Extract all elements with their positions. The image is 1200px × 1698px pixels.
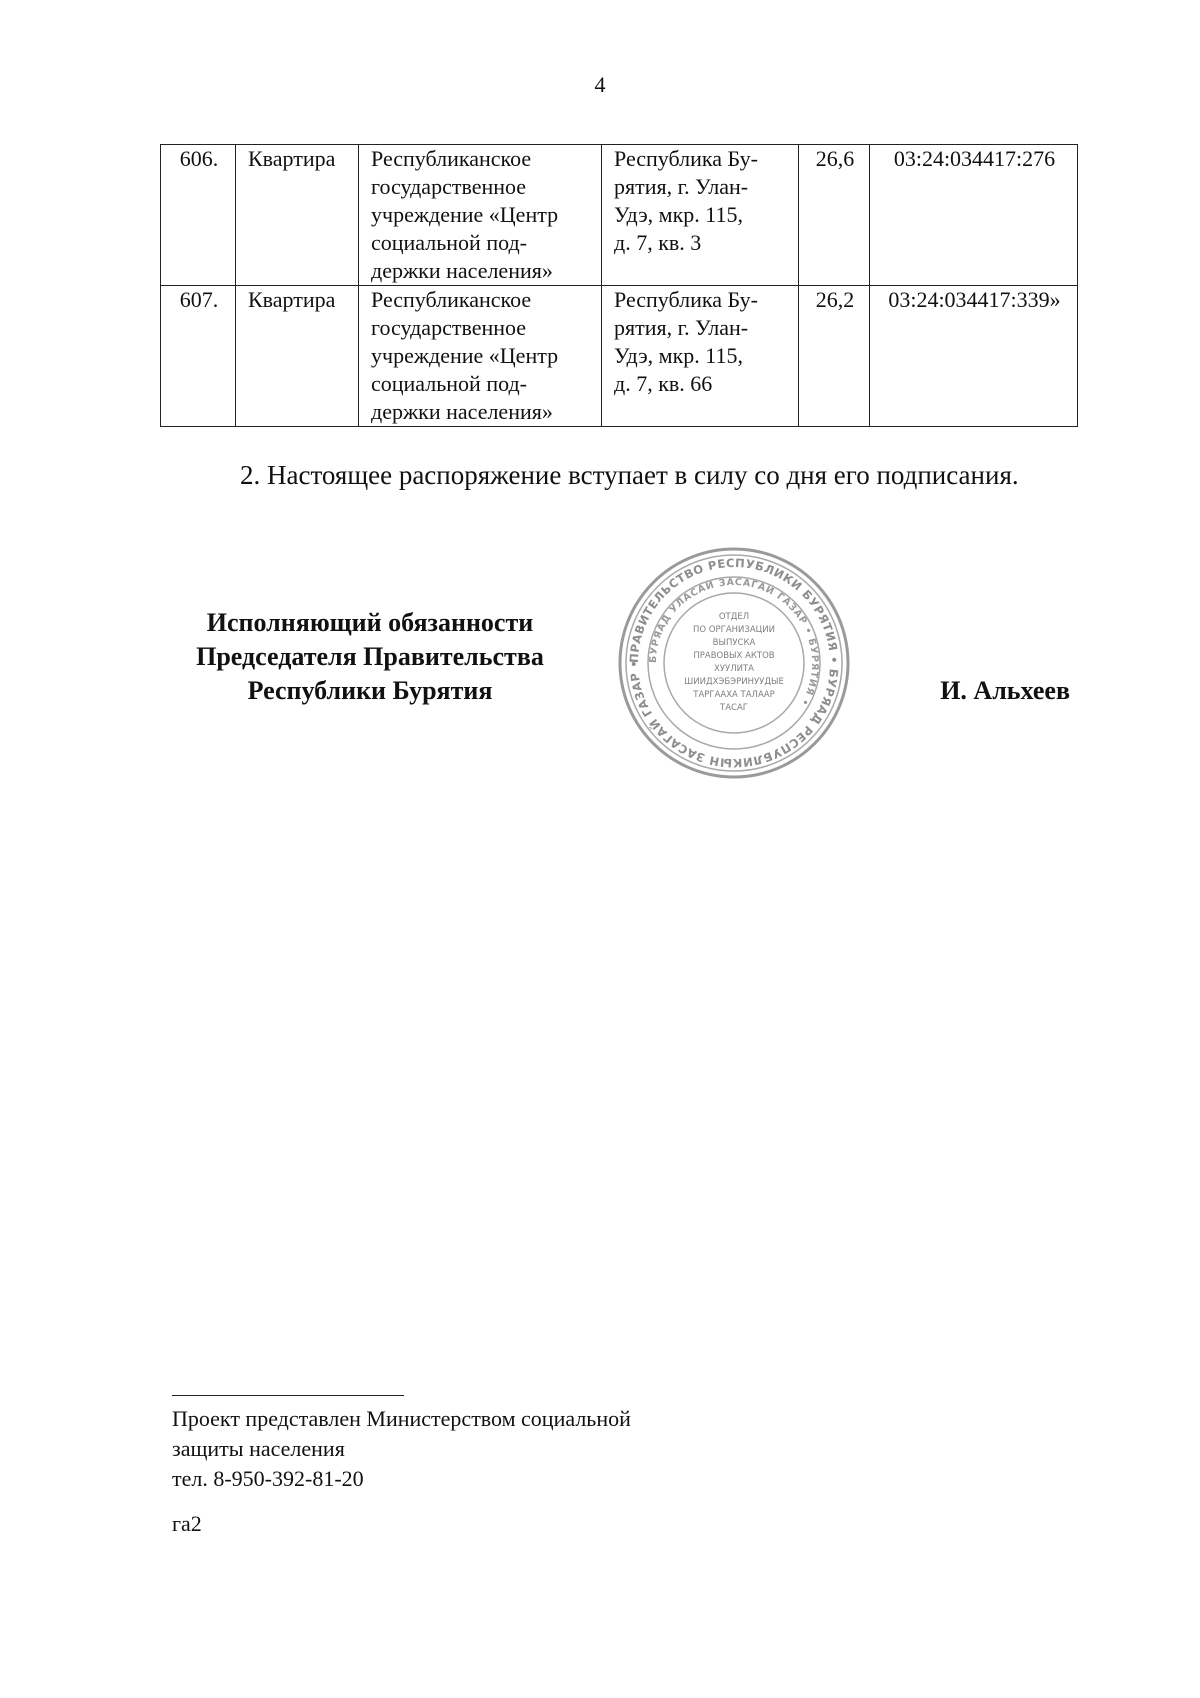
table-row <box>161 145 1078 286</box>
cadastral-number: 03:24:034417:276 <box>870 145 1078 286</box>
signer-title-line: Исполняющий обязанности <box>206 608 534 637</box>
address-line: рятия, г. Улан- <box>614 174 749 199</box>
footnote <box>172 1404 631 1494</box>
address-line: д. 7, кв. 66 <box>614 371 713 396</box>
property-area: 26,2 <box>799 286 870 427</box>
seal-inner-ring-text: БУРЯАД УЛАСАЙ ЗАСАГАЙ ГАЗАР • БУРЯТИЯ • <box>647 576 821 708</box>
address-line: Республика Бу- <box>614 287 758 312</box>
signer-title-line: Республики Бурятия <box>247 676 493 705</box>
row-number: 607. <box>161 286 236 427</box>
cadastral-number: 03:24:034417:339» <box>870 286 1078 427</box>
row-number: 606. <box>161 145 236 286</box>
address-line: Удэ, мкр. 115, <box>614 202 743 227</box>
rights-holder-line: Республиканское <box>371 146 532 171</box>
rights-holder-line: социальной под- <box>371 230 527 255</box>
official-seal <box>616 545 852 781</box>
property-address <box>602 145 799 286</box>
rights-holder-line: держки населения» <box>371 258 553 283</box>
rights-holder-line: государственное <box>371 174 527 199</box>
property-table <box>160 144 1078 427</box>
seal-center-line: ОТДЕЛ <box>718 612 750 622</box>
property-type: Квартира <box>236 145 359 286</box>
rights-holder <box>359 145 602 286</box>
footnote-line: тел. 8-950-392-81-20 <box>172 1466 364 1491</box>
property-area: 26,6 <box>799 145 870 286</box>
seal-center-line: ПРАВОВЫХ АКТОВ <box>693 651 775 661</box>
signer-title <box>160 606 580 708</box>
address-line: д. 7, кв. 3 <box>614 230 702 255</box>
footnote-line: Проект представлен Министерством социальной <box>172 1406 631 1431</box>
rights-holder-line: держки населения» <box>371 399 553 424</box>
seal-center-line: ПО ОРГАНИЗАЦИИ <box>693 625 775 635</box>
rights-holder <box>359 286 602 427</box>
rights-holder-line: социальной под- <box>371 371 527 396</box>
signer-title-line: Председателя Правительства <box>196 642 544 671</box>
rights-holder-line: Республиканское <box>371 287 532 312</box>
signer-name: И. Альхеев <box>940 676 1070 705</box>
address-line: рятия, г. Улан- <box>614 315 749 340</box>
seal-center-line: ХУУЛИТА <box>714 664 754 674</box>
effective-date-clause: 2. Настоящее распоряжение вступает в силу со дня его подписания. <box>240 460 1019 490</box>
page-number: 4 <box>594 72 606 97</box>
footnote-line: защиты населения <box>172 1436 345 1461</box>
footnote-divider <box>172 1395 404 1396</box>
seal-center-line: ТАСАГ <box>720 703 748 713</box>
rights-holder-line: учреждение «Центр <box>371 202 559 227</box>
property-type: Квартира <box>236 286 359 427</box>
seal-center-line: ШИИДХЭБЭРИНУУДЫЕ <box>684 677 784 687</box>
seal-center-line: ТАРГААХА ТАЛААР <box>693 690 775 700</box>
operator-code: га2 <box>172 1511 202 1536</box>
rights-holder-line: государственное <box>371 315 527 340</box>
property-address <box>602 286 799 427</box>
seal-center-line: ВЫПУСКА <box>712 638 756 648</box>
address-line: Удэ, мкр. 115, <box>614 343 743 368</box>
address-line: Республика Бу- <box>614 146 758 171</box>
rights-holder-line: учреждение «Центр <box>371 343 559 368</box>
table-row <box>161 286 1078 427</box>
seal-outer-text: ПРАВИТЕЛЬСТВО РЕСПУБЛИКИ БУРЯТИЯ • БУРЯАД РЕСПУБЛИКЫН ЗАСАГАЙ ГАЗАР • <box>626 555 842 771</box>
